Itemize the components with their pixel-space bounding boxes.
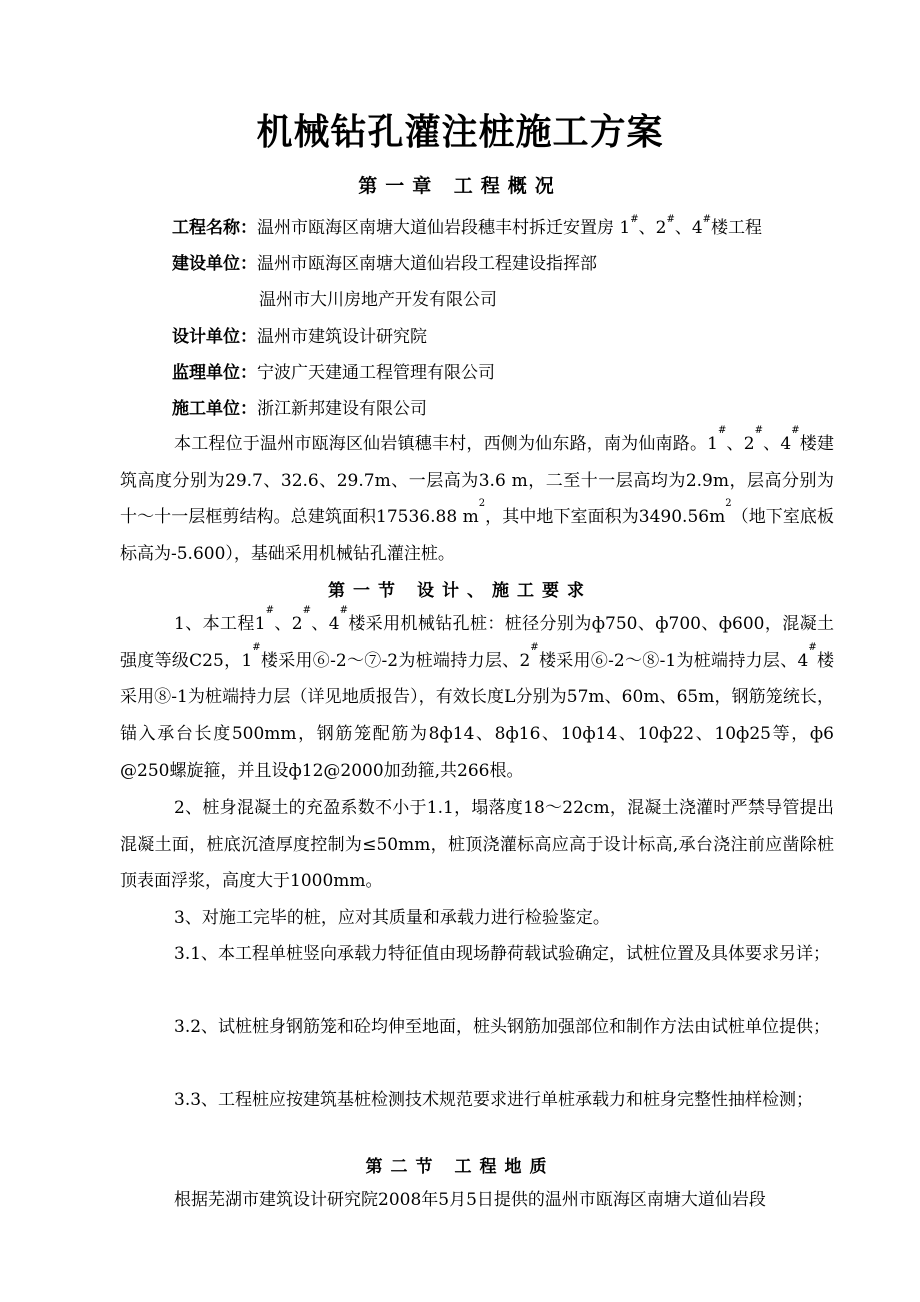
requirement-1: 1、本工程1#、2#、4#楼采用机械钻孔桩：桩径分别为ф750、ф700、ф600，混凝土强度等级C25，1#楼采用⑥-2～⑦-2为桩端持力层、2#楼采用⑥-2～⑧-1为桩端持力层、4#楼采用⑧-1为桩端持力层（详见地质报告），有效长度L分别为57m、60m、65m，钢筋笼统长，锚入承台长度500mm，钢筋笼配筋为8ф14、8ф16、10ф14、10ф22、10ф25等，ф6 @250螺旋箍，并且设ф12@2000加劲箍,共266根。 [120,605,835,781]
overview-paragraph: 本工程位于温州市瓯海区仙岩镇穗丰村，西侧为仙东路，南为仙南路。1#、2#、4#楼建筑高度分别为29.7、32.6、29.7m、一层高为3.6 m，二至十一层高均为2.9m，层高分别为十～十一层框剪结构。总建筑面积17536.88 $m^2$，其中地下室面积为$3490.56m^2$（地下室底板标高为-5.600），基础采用机械钻孔灌注桩。 [120,425,835,565]
section-heading-1: 第一节 设计、施工要求 [328,581,592,601]
supervisor-label: 监理单位： [172,363,257,383]
designer-label: 设计单位： [172,327,257,347]
geology-paragraph: 根据芜湖市建筑设计研究院2008年5月5日提供的温州市瓯海区南塘大道仙岩段 [174,1190,766,1210]
designer-value: 温州市建筑设计研究院 [257,327,427,347]
project-name-line: 工程名称：温州市瓯海区南塘大道仙岩段穗丰村拆迁安置房 1#、2#、4#楼工程 [172,214,763,238]
designer-line [172,324,427,350]
requirement-3-1: 3.1、本工程单桩竖向承载力特征值由现场静荷载试验确定，试桩位置及具体要求另详； [174,944,831,964]
section-heading-2: 第二节 工程地质 [365,1157,555,1177]
contractor-value: 浙江新邦建设有限公司 [257,399,427,419]
requirement-2: 2、桩身混凝土的充盈系数不小于1.1，塌落度18～22cm，混凝土浇灌时严禁导管提出混凝土面，桩底沉渣厚度控制为≤50mm，桩顶浇灌标高应高于设计标高,承台浇注前应凿除桩顶表面浮浆，高度大于1000mm。 [120,798,834,892]
owner-line [172,251,597,277]
contractor-line [172,396,427,422]
requirement-3-2: 3.2、试桩桩身钢筋笼和砼均伸至地面，桩头钢筋加强部位和制作方法由试桩单位提供； [174,1017,831,1037]
document-title: 机械钻孔灌注桩施工方案 [256,111,664,153]
requirement-3-3: 3.3、工程桩应按建筑基桩检测技术规范要求进行单桩承载力和桩身完整性抽样检测； [174,1090,814,1110]
owner-value-2: 温州市大川房地产开发有限公司 [259,290,497,310]
supervisor-line [172,360,495,386]
requirement-3: 3、对施工完毕的桩，应对其质量和承载力进行检验鉴定。 [174,908,610,928]
chapter-heading: 第一章 工程概况 [358,175,562,197]
owner-value-1: 温州市瓯海区南塘大道仙岩段工程建设指挥部 [257,254,597,274]
contractor-label: 施工单位： [172,399,257,419]
owner-label: 建设单位： [172,254,257,274]
supervisor-value: 宁波广天建通工程管理有限公司 [257,363,495,383]
project-name-label: 工程名称： [172,218,257,238]
